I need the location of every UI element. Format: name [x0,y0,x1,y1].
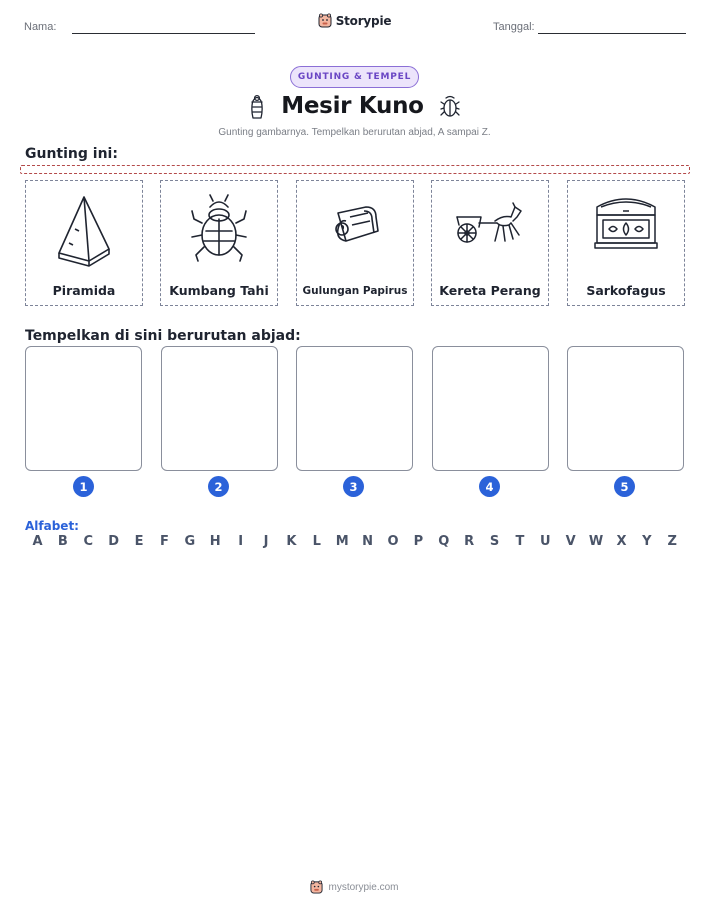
cut-card-label: Kumbang Tahi [169,283,269,298]
paste-box-5[interactable] [567,346,684,471]
alphabet-letter: C [83,534,94,549]
storypie-mascot-icon [318,13,332,28]
alphabet-letter: R [464,534,475,549]
alphabet-letter: B [57,534,68,549]
storypie-mascot-icon [310,880,323,894]
name-label: Nama: [24,21,57,33]
cut-section-heading: Gunting ini: [25,146,118,162]
page-title: Mesir Kuno [281,93,424,119]
paste-box-4[interactable] [432,346,549,471]
alphabet-letter: J [263,534,269,549]
footer [0,880,709,894]
cut-card-papyrus[interactable] [296,180,414,306]
date-field[interactable] [538,33,686,34]
cut-card-pyramid[interactable] [25,180,143,306]
brand-name: Storypie [335,13,392,28]
alphabet-letter: I [238,534,244,549]
cut-card-label: Gulungan Papirus [302,285,408,297]
alphabet-letter: H [209,534,221,549]
alphabet-letter: O [387,534,399,549]
name-field[interactable] [72,33,255,34]
alphabet-letter: Y [642,534,652,549]
cut-card-scarab[interactable] [160,180,278,306]
cut-card-label: Sarkofagus [586,283,666,298]
alphabet-letter: Z [667,534,677,549]
alphabet-letter: S [489,534,500,549]
alphabet-letter: X [616,534,627,549]
scarab-beetle-icon [180,189,258,273]
alphabet-letter: K [286,534,297,549]
alphabet-letter: V [565,534,576,549]
cut-card-sarcophagus[interactable] [567,180,685,306]
slot-number-2: 2 [208,476,229,497]
scarab-icon [438,92,462,120]
slot-number-4: 4 [479,476,500,497]
activity-badge: GUNTING & TEMPEL [290,66,419,88]
alphabet-letter: E [134,534,144,549]
slot-number-1: 1 [73,476,94,497]
alphabet-letter: U [540,534,551,549]
cut-line [20,165,690,174]
alphabet-letter: L [312,534,321,549]
alphabet-letter: W [588,534,604,549]
cut-card-label: Kereta Perang [439,283,541,298]
papyrus-scroll-icon [316,189,394,273]
title-row [0,92,709,120]
alphabet-letter: F [160,534,169,549]
paste-box-3[interactable] [296,346,413,471]
alphabet-letter: N [362,534,374,549]
paste-box-1[interactable] [25,346,142,471]
alphabet-letter: D [108,534,120,549]
date-label: Tanggal: [493,21,535,33]
alphabet-letter: P [413,534,424,549]
canopic-jar-icon [247,92,267,120]
alphabet-letter: M [335,534,349,549]
chariot-icon [451,189,529,273]
brand-logo [0,13,709,28]
paste-section-heading: Tempelkan di sini berurutan abjad: [25,328,301,344]
paste-box-2[interactable] [161,346,278,471]
alphabet-letter: G [184,534,196,549]
instructions: Gunting gambarnya. Tempelkan berurutan abjad, A sampai Z. [218,127,491,138]
footer-url[interactable]: mystorypie.com [328,881,399,893]
alphabet-row [25,534,685,549]
cut-card-chariot[interactable] [431,180,549,306]
pyramid-icon [45,189,123,273]
slot-number-5: 5 [614,476,635,497]
alphabet-letter: Q [438,534,450,549]
cut-card-label: Piramida [52,283,116,298]
alphabet-letter: T [515,534,525,549]
slot-number-3: 3 [343,476,364,497]
alphabet-title: Alfabet: [25,519,79,533]
sarcophagus-chest-icon [587,189,665,273]
alphabet-letter: A [32,534,43,549]
